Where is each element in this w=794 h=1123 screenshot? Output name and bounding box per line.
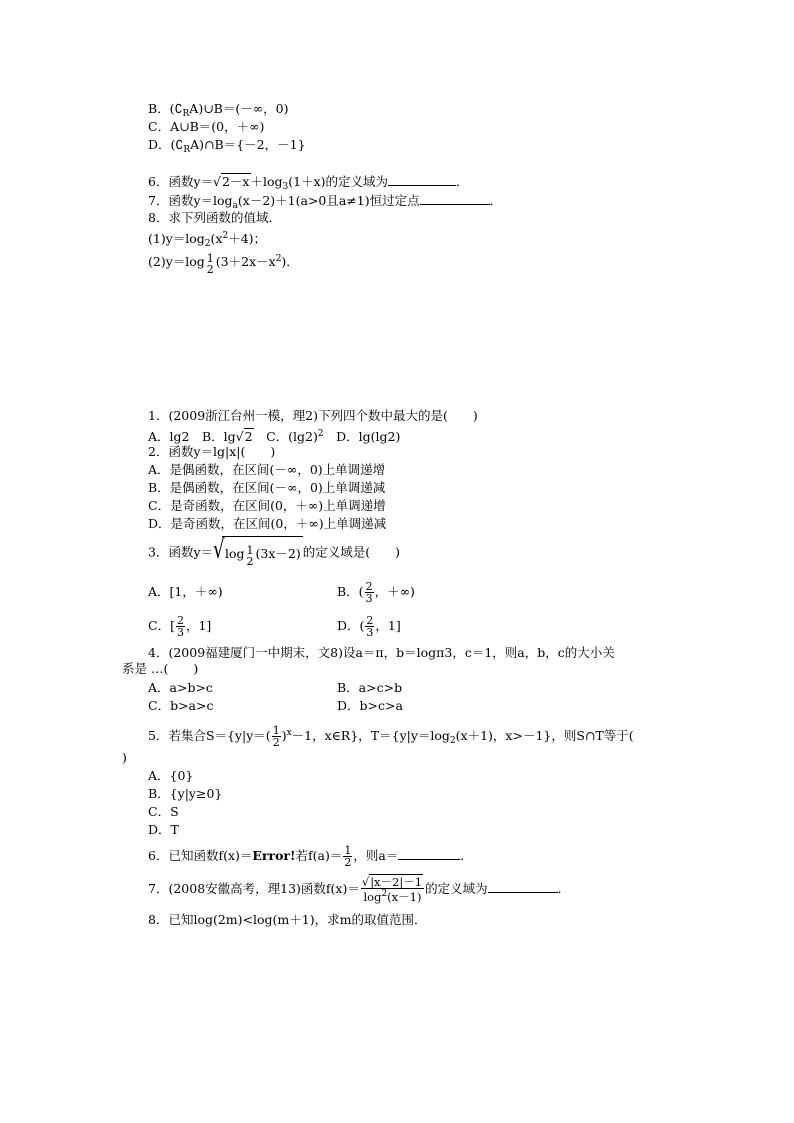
p2-question-4-d: D．b>c>a [337,698,403,713]
p2-question-5-a: A．{0} [148,768,194,783]
p2-question-4: 4．(2009福建厦门一中期末，文8)设a＝π，b＝logπ3，c＝1，则a，b，c的大小关 [148,645,615,660]
p1-question-8-2: (2)y＝log 1 2 $(3+2x-x^2)$． [148,252,299,276]
p2-question-2-d: D．是奇函数，在区间(0，＋∞)上单调递减 [148,516,387,531]
p2-question-3-c: C．[ $\frac{2}{3}$ ，1] [148,614,212,639]
p2-question-5-d: D．T [148,822,179,837]
p1-question-8-1: $(1)y=\log_2(x^2+4)$； [148,231,267,249]
p2-question-3-d: D．( $\frac{2}{3}$ ，1] [337,614,401,639]
p2-question-4-cont: 系是 …( ) [122,661,199,676]
p2-question-6: 6．已知函数f(x)＝Error!若f(a)＝ $\frac{1}{2}$ ，则a＝ ． [148,844,473,869]
p2-question-3: 3．函数y＝ √ log 1 2 (3x－2) 的定义域是( ) [148,535,401,568]
answer-blank[interactable] [398,847,460,860]
p2-question-3-a: A．[1，＋∞) [148,584,223,599]
p1-question-6: 6．函数$y=√2-x+\log_3(1+x)$的定义域为 ． [148,174,469,192]
answer-blank[interactable] [388,173,456,186]
p1-option-b: B．$(∁_RA)\cup B=(-\infty$，0) [148,101,289,119]
p1-question-8: 8．求下列函数的值域． [148,210,281,225]
p1-option-d: D．$(∁_RA)\cap B=\{-2$，－1} [148,137,306,155]
p2-question-5: 5．若集合S＝{y|y＝( $\frac{1}{2}$ )$^x$－1，x∈R}，$T=\{y|y=\log_2(x+1)$，x>－1}，则S∩T等于( [148,724,634,749]
p2-question-2-b: B．是偶函数，在区间(－∞，0)上单调递减 [148,480,386,495]
answer-blank[interactable] [488,880,558,893]
p2-question-1: 1．(2009浙江台州一模，理2)下列四个数中最大的是( ) [148,408,478,423]
p2-question-8: 8．已知log(2m)<log(m＋1)，求m的取值范围． [148,912,427,927]
p2-question-3-b: B．( $\frac{2}{3}$ ，＋∞) [337,580,415,605]
p2-question-2: 2．函数y＝lg|x|( ) [148,444,276,459]
p1-question-7: 7．函数$y=\log_a(x-2)+1(a>0$且a≠1)恒过定点 ． [148,193,503,211]
p1-option-c: C．A∪B＝(0，＋∞) [148,119,265,134]
p2-question-4-a: A．a>b>c [148,680,213,695]
p2-question-4-c: C．b>a>c [148,698,214,713]
p2-question-1-options: A．lg2 B．lg√2 C．$(\lg 2)^2$ D．lg(lg2) [148,429,401,444]
p2-question-5-c: C．S [148,804,179,819]
p2-question-5-cont: ) [122,750,127,765]
p2-question-4-b: B．a>c>b [337,680,403,695]
p2-question-7: 7．(2008安徽高考，理13)函数f(x)＝ $\frac{√|x-2|-1}{\log^2(x-1)}$ 的定义域为 ． [148,874,571,904]
p2-question-2-c: C．是奇函数，在区间(0，＋∞)上单调递增 [148,498,386,513]
p2-question-2-a: A．是偶函数，在区间(－∞，0)上单调递增 [148,462,386,477]
p2-question-5-b: B．{y|y≥0} [148,786,223,801]
answer-blank[interactable] [420,192,490,205]
